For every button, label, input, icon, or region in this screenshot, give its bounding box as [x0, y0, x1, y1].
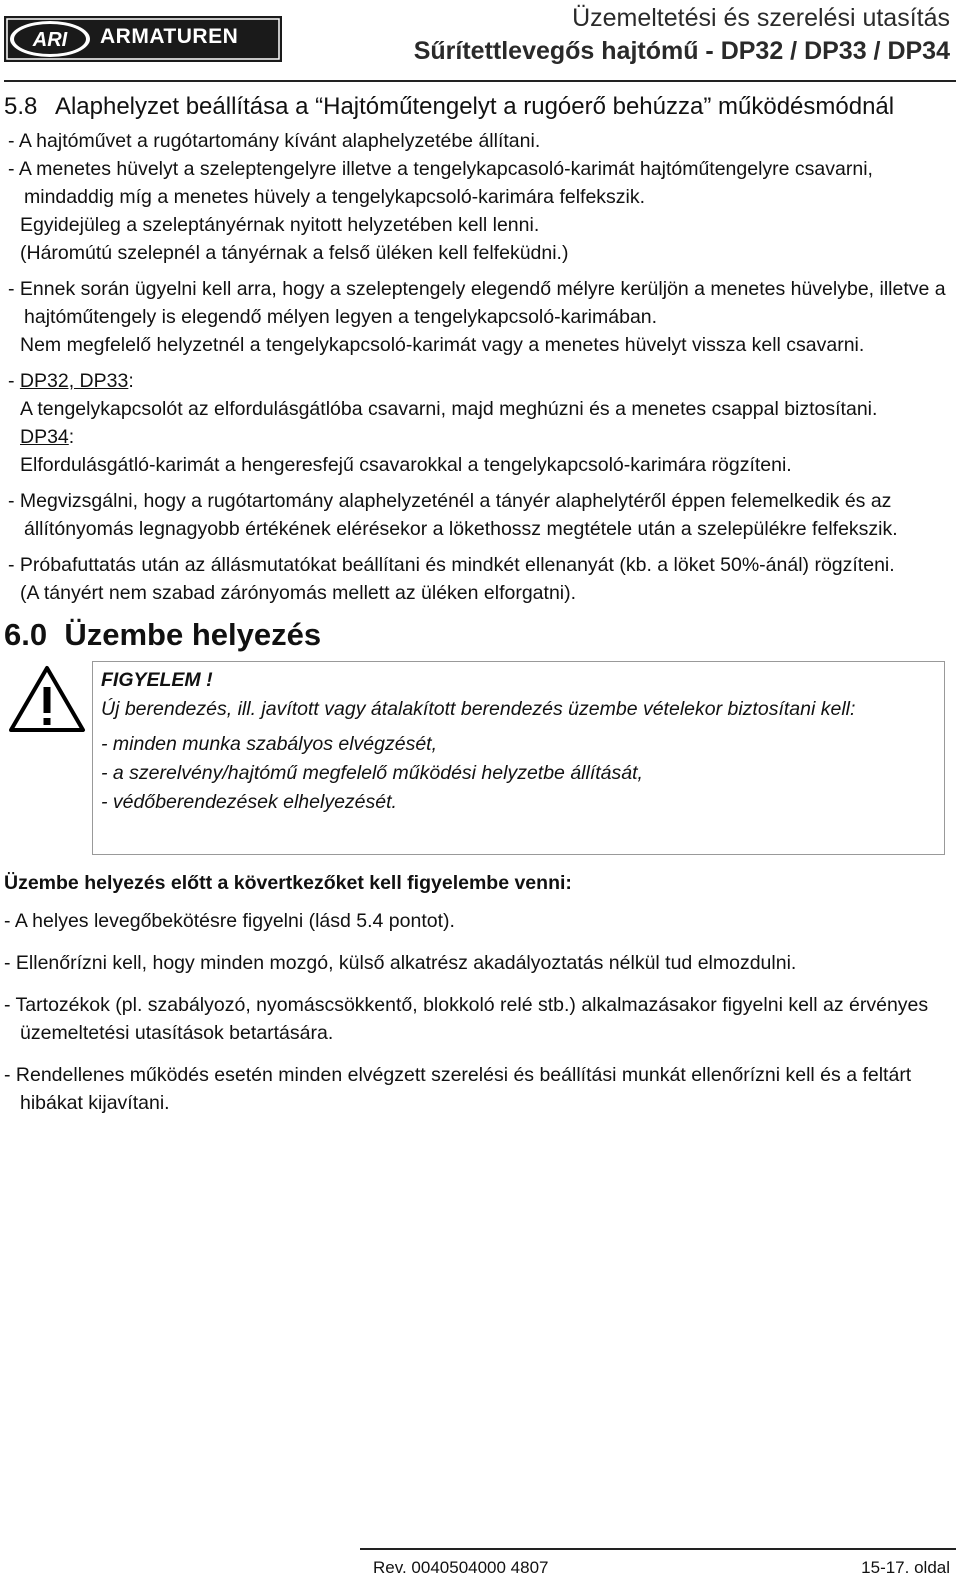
logo-text: ARMATUREN [100, 25, 239, 48]
page-header [0, 0, 960, 80]
footer-divider [360, 1548, 956, 1550]
list-item-continuation [20, 423, 955, 451]
section-5-8-heading [4, 90, 955, 123]
warning-triangle-icon [8, 665, 86, 733]
list-item-continuation: A tengelykapcsolót az elfordulásgátlóba csavarni, majd meghúzni és a menetes csappal biztosítani. [20, 398, 878, 420]
warning-list-item: - a szerelvény/hajtómű megfelelő működési helyzetbe állítását, [101, 762, 643, 784]
list-item-continuation: (A tányért nem szabad zárónyomás mellett az üléken elforgatni). [20, 582, 577, 604]
section-number: 6.0 [4, 617, 48, 652]
list-item: - Tartozékok (pl. szabályozó, nyomáscsökkentő, blokkoló relé stb.) alkalmazásakor figyelni kell az érvényes üzemeltetési utasítások betartására. [4, 994, 929, 1044]
section-6-0-heading [4, 617, 955, 653]
list-item: - Ennek során ügyelni kell arra, hogy a szeleptengely elegendő mélyre kerüljön a menetes hüvelybe, illetve a hajtóműtengely is elegendő mélyen legyen a tengelykapcsoló-karimában. [8, 278, 946, 328]
warning-title: FIGYELEM ! [101, 669, 213, 691]
colon: : [68, 426, 75, 448]
warning-box [92, 661, 945, 855]
model-label-dp32-dp33: DP32, DP33 [19, 370, 129, 392]
list-item-continuation: Egyidejüleg a szeleptányérnak nyitott helyzetében kell lenni. [20, 214, 540, 236]
list-item: - A menetes hüvelyt a szeleptengelyre illetve a tengelykapcasoló-karimát hajtóműtengelyre csavarni, mindaddig míg a menetes hüvely a tengelykapcsoló-karimára felfekszik. [8, 158, 873, 208]
list-dash: - [8, 370, 20, 392]
list-item [4, 367, 955, 395]
list-item: - A helyes levegőbekötésre figyelni (lásd 5.4 pontot). [4, 910, 455, 932]
section-number: 5.8 [4, 93, 38, 120]
warning-text: Új berendezés, ill. javított vagy átalakított berendezés üzembe vételekor biztosítani kell: [101, 698, 856, 720]
list-item-continuation: (Háromútú szelepnél a tányérnak a felső üléken kell felfeküdni.) [20, 242, 569, 264]
document-title-line1: Üzemeltetési és szerelési utasítás [572, 4, 950, 32]
section-title: Alaphelyzet beállítása a “Hajtóműtengelyt a rugóerő behúzza” működésmódnál [54, 93, 895, 120]
revision-number: Rev. 0040504000 4807 [373, 1558, 549, 1577]
list-item: - Megvizsgálni, hogy a rugótartomány alaphelyzeténél a tányér alaphelytéről éppen felemelkedik és az állítónyomás legnagyobb értékének elérésekor a lökethossz megtétele után a szelepülékre felfekszik. [8, 490, 898, 540]
before-start-heading: Üzembe helyezés előtt a kövertkezőket kell figyelembe venni: [4, 872, 572, 894]
warning-list-item: - védőberendezések elhelyezését. [101, 791, 397, 813]
list-item: - A hajtóművet a rugótartomány kívánt alaphelyzetébe állítani. [8, 130, 541, 152]
list-item: - Ellenőrízni kell, hogy minden mozgó, külső alkatrész akadályoztatás nélkül tud elmozdulni. [4, 952, 797, 974]
page-content [0, 84, 955, 1123]
model-label-dp34: DP34 [20, 426, 69, 448]
warning-list-item: - minden munka szabályos elvégzését, [101, 733, 438, 755]
section-title: Üzembe helyezés [64, 617, 322, 652]
logo-emblem-text: ARI [32, 29, 68, 51]
page-footer [0, 1548, 960, 1589]
document-title-line2: Sűrítettlevegős hajtómű - DP32 / DP33 / DP34 [413, 37, 950, 65]
list-item-continuation: Elfordulásgátló-karimát a hengeresfejű csavarokkal a tengelykapcsoló-karimára rögzíteni. [20, 454, 792, 476]
header-divider [4, 80, 956, 82]
list-item-continuation: Nem megfelelő helyzetnél a tengelykapcsoló-karimát vagy a menetes hüvelyt vissza kell csavarni. [20, 334, 865, 356]
document-title [414, 2, 950, 68]
colon: : [128, 370, 134, 392]
list-item: - Próbafuttatás után az állásmutatókat beállítani és mindkét ellenanyát (kb. a löket 50%-ánál) rögzíteni. [8, 554, 895, 576]
warning-block [4, 661, 945, 857]
page-number: 15-17. oldal [861, 1558, 950, 1577]
list-item: - Rendellenes működés esetén minden elvégzett szerelési és beállítási munkát ellenőrízni kell és a feltárt hibákat kijavítani. [4, 1064, 912, 1114]
